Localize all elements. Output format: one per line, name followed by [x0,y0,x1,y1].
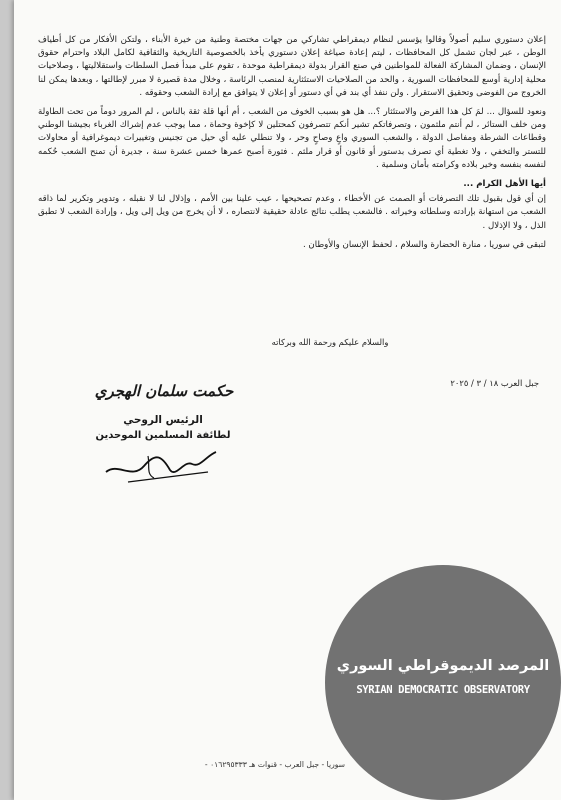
letter-body [38,34,546,258]
observatory-watermark [325,565,561,800]
paragraph-constitutional-declaration: إعلان دستوري سليم أصولاً وقالوا يؤسس لنظام ديمقراطي تشاركي من جهات مختصة وطنية من خيرة الأبناء ، ولتكن الأفكار من كل أطياف الوطن ، عبر لجان تشمل كل المحافظات ، ليتم إعادة صياغة إعلان دستوري يأخذ بالخصوصية التاريخية والثقافية لكامل البلاد واحترام حقوق الإنسان ، وضمان المشاركة الفعالة للمواطنين في صنع القرار بدولة ديمقراطية موحدة ، تقوم على مبدأ فصل السلطات واستقلاليتها ، وصلاحيات محلية إدارية أوسع للمحافظات السورية ، والحد من الصلاحيات الاستئثارية لمنصب الرئاسة ، وخلال مدة قصيرة لا مبرر لإطالتها ، وبعدها يمكن لنا الخروج من الفوضى وتحقيق الاستقرار . ولن ننفذ أي بند في أي دستور أو إعلان لا يتوافق مع إرادة الشعب وحقوقه . [38,35,546,98]
handwritten-signature-icon [88,442,238,492]
watermark-arabic: المرصد الديموقراطي السوري [336,658,550,674]
signature-name: حكمت سلمان الهجري [94,382,234,400]
signature-stamp [88,370,238,490]
section-heading: أيها الأهل الكرام ... [463,179,546,190]
letterhead-footer: سوريا - جبل العرب - قنوات هـ ٠١٦٢٩٥٣٣٣ - [204,760,346,769]
signature-sect: لطائفة المسلمين الموحدين [95,430,231,441]
final-line: لتبقى في سوريا ، منارة الحضارة والسلام ، لحفظ الإنسان والأوطان . [302,239,546,250]
date-line: جبل العرب ١٨ / ٣ / ٢٠٢٥ [450,378,539,388]
paragraph-question: ونعود للسؤال ... لمَ كل هذا الفرض والاستئثار ؟... هل هو بسبب الخوف من الشعب ، أم أنها قلة ثقة بالناس ، لم المرور دوماً من تحت الطاولة ومن خلف الستائر ، لم أنتم ملثمون ، وتصرفاتكم تشير أنكم تتصرفون كمحتلين لا كإخوة وحماة ، مما يوجب عدم إشراك الغرباء بجيشنا الوطني وقطاعات الشرطة ومفاصل الدولة ، والشعب السوري واعٍ وصاحٍ وحر ، ولا تنطلي عليه أي حيل من تجنيس وتغييرات ديموغرافية أو محاولات للتستر والتخفي ، ولا تغطية أي تصرف بدستور أو قانون أو قرار ملثم . فثورة أصبح عمرها خمس عشرة سنة ، جديرة أن تمنح الشعب حُكمه لنفسه بنفسه وخير بلاده وكرامته بأمان وسلمية . [38,107,546,170]
paragraph-closing-argument: إن أي قول بقبول تلك التصرفات أو الصمت عن الأخطاء ، وعدم تصحيحها ، عيب علينا بين الأمم ، وإذلال لنا لا نقبله ، وتدوير وتكرير لما ذاقه الشعب من استهانة بإرادته وسلطاته وخيراته . فالشعب يطلب نتائج عادلة حقيقية لانتصاره ، لا أن يخرج من ويل إلى ويل ، وإرادة الشعب لا تطبق الذل ، ولا الإذلال . [38,194,546,231]
watermark-english: SYRIAN DEMOCRATIC OBSERVATORY [356,684,530,696]
signature-title: الرئيس الروحي [123,414,203,426]
salutation: والسلام عليكم ورحمة الله وبركاته [271,337,389,347]
